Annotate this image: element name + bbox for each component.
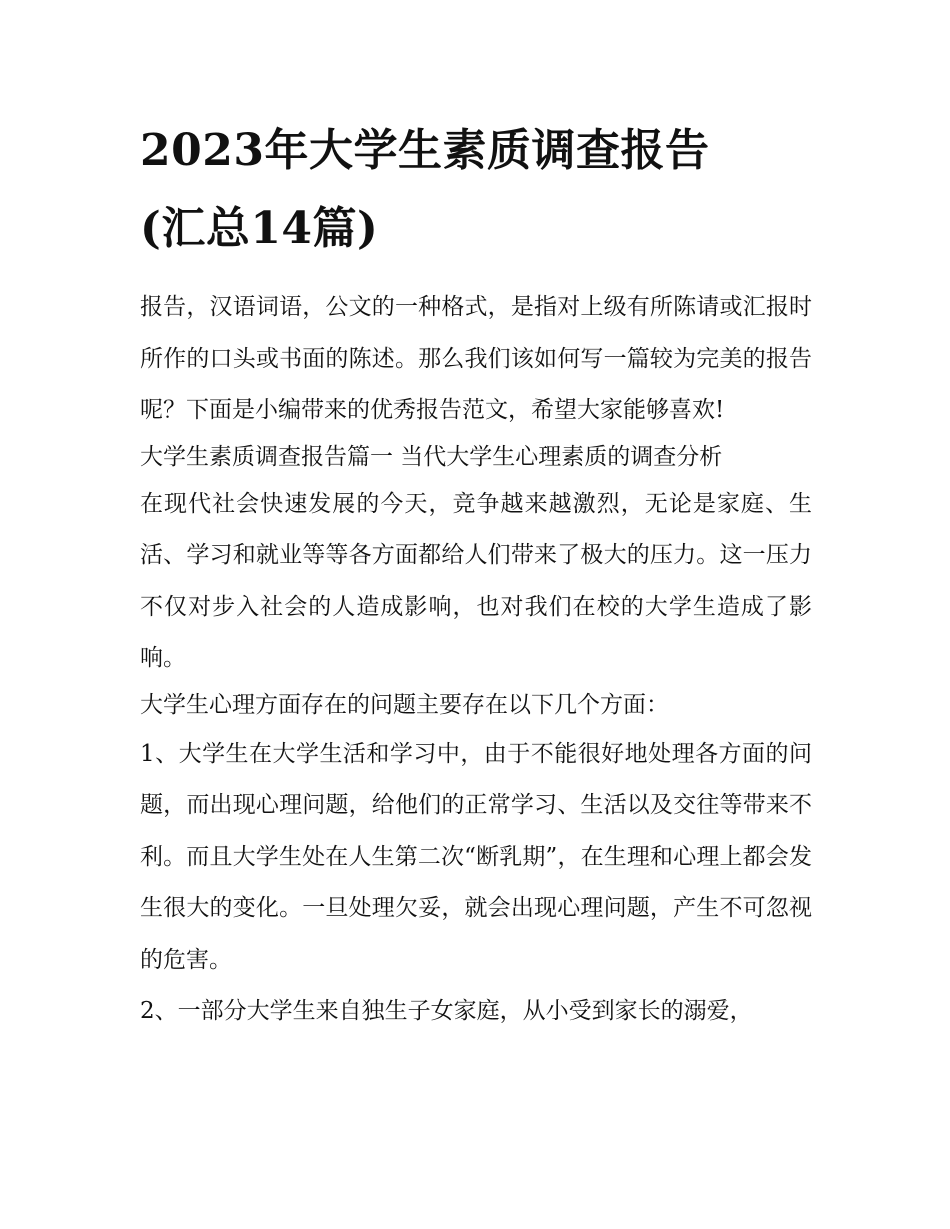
title-line-2: (汇总14篇) <box>140 203 379 254</box>
title-line-1: 2023年大学生素质调查报告 <box>140 125 710 176</box>
section-heading: 大学生素质调查报告篇一 当代大学生心理素质的调查分析 <box>140 443 723 470</box>
body-paragraph-2: 大学生心理方面存在的问题主要存在以下几个方面： <box>140 691 669 718</box>
list-item-2: 2、一部分大学生来自独生子女家庭，从小受到家长的溺爱， <box>140 998 753 1024</box>
document-page <box>140 112 812 1038</box>
list-item-1: 1、大学生在大学生活和学习中，由于不能很好地处理各方面的问题，而出现心理问题，给他们的正常学习、生活以及交往等带来不利。而且大学生处在人生第二次“断乳期”，在生理和心理上都会发生很大的变化。一旦处理欠妥，就会出现心理问题，产生不可忽视的危害。 <box>140 740 812 973</box>
body-paragraph-1: 在现代社会快速发展的今天，竞争越来越激烈，无论是家庭、生活、学习和就业等等各方面都给人们带来了极大的压力。这一压力不仅对步入社会的人造成影响，也对我们在校的大学生造成了影响。 <box>140 490 812 671</box>
document-title <box>140 112 812 268</box>
intro-paragraph: 报告，汉语词语，公文的一种格式，是指对上级有所陈请或汇报时所作的口头或书面的陈述。那么我们该如何写一篇较为完美的报告呢？下面是小编带来的优秀报告范文，希望大家能够喜欢! <box>140 294 812 423</box>
